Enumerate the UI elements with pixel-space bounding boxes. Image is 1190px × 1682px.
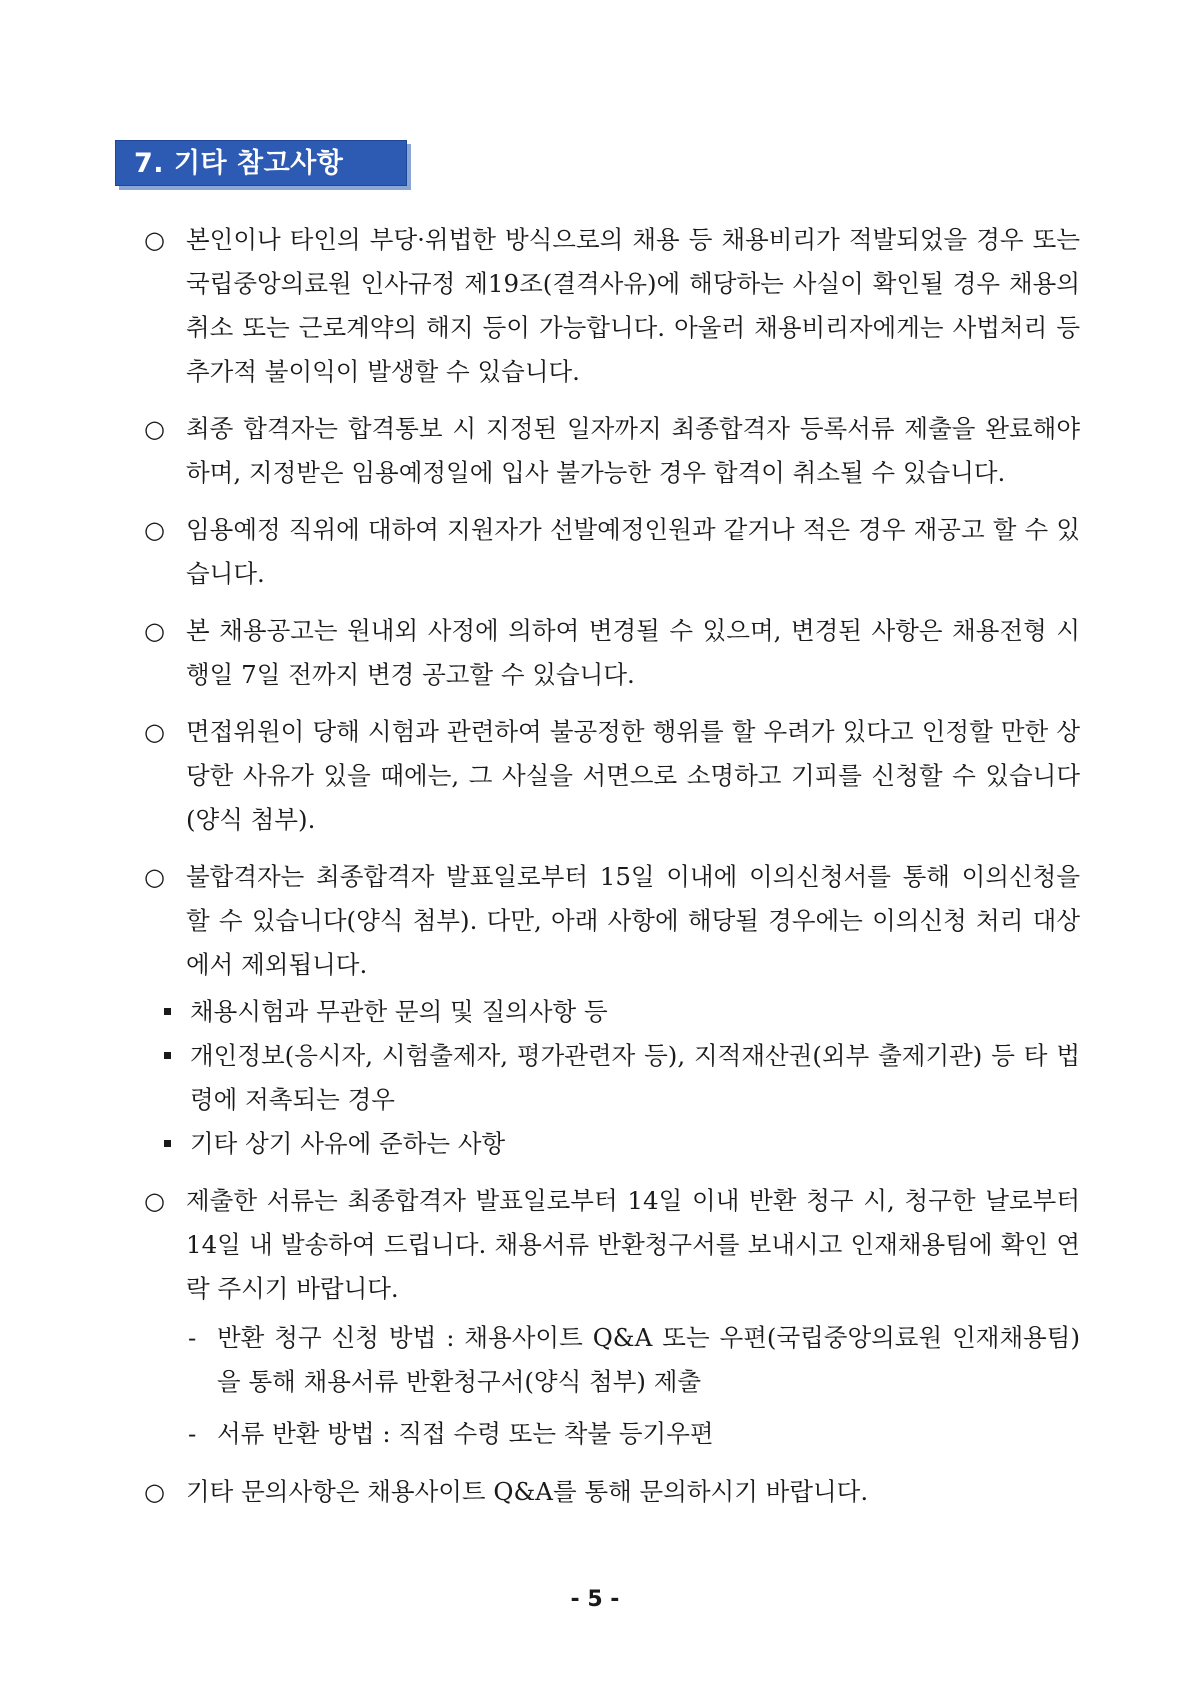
circle-bullet-icon: ○ xyxy=(144,1478,165,1506)
list-item xyxy=(152,1034,1080,1122)
list-item xyxy=(152,990,1080,1034)
notice-item-document-return xyxy=(144,1179,1080,1311)
notice-item-re-announcement xyxy=(144,508,1080,596)
square-bullet-icon xyxy=(164,1140,171,1147)
circle-bullet-icon: ○ xyxy=(144,226,165,254)
list-item-text: 기타 상기 사유에 준하는 사항 xyxy=(190,1129,506,1158)
circle-bullet-icon: ○ xyxy=(144,863,165,891)
section-title: 7. 기타 참고사항 xyxy=(134,148,344,179)
square-bullet-icon xyxy=(164,1008,171,1015)
page-number: - 5 - xyxy=(570,1587,620,1612)
notice-item-interviewer-recusal xyxy=(144,710,1080,842)
circle-bullet-icon: ○ xyxy=(144,415,165,443)
list-item xyxy=(144,1316,1080,1404)
list-item xyxy=(152,1122,1080,1166)
circle-bullet-icon: ○ xyxy=(144,617,165,645)
notice-item-text: 본인이나 타인의 부당·위법한 방식으로의 채용 등 채용비리가 적발되었을 경우 또는 국립중앙의료원 인사규정 제19조(결격사유)에 해당하는 사실이 확인될 경우 채용의 취소 또는 근로계약의 해지 등이 가능합니다. 아울러 채용비리자에게는 사법처리 등 추가적 불이익이 발생할 수 있습니다. xyxy=(186,225,1080,386)
notice-content xyxy=(144,218,1080,1527)
circle-bullet-icon: ○ xyxy=(144,516,165,544)
objection-exclusion-list xyxy=(144,990,1080,1166)
notice-item-text: 기타 문의사항은 채용사이트 Q&A를 통해 문의하시기 바랍니다. xyxy=(186,1477,869,1506)
list-item-text: 채용시험과 무관한 문의 및 질의사항 등 xyxy=(190,997,608,1026)
dash-bullet: - xyxy=(188,1323,197,1352)
dash-bullet: - xyxy=(188,1419,197,1448)
notice-item-announcement-change xyxy=(144,609,1080,697)
section-header xyxy=(115,140,411,190)
list-item-text: 개인정보(응시자, 시험출제자, 평가관련자 등), 지적재산권(외부 출제기관) 등 타 법령에 저촉되는 경우 xyxy=(190,1041,1080,1114)
list-item-text: 반환 청구 신청 방법 : 채용사이트 Q&A 또는 우편(국립중앙의료원 인재채용팀)을 통해 채용서류 반환청구서(양식 첨부) 제출 xyxy=(217,1323,1080,1396)
notice-item-text: 최종 합격자는 합격통보 시 지정된 일자까지 최종합격자 등록서류 제출을 완료해야하며, 지정받은 임용예정일에 입사 불가능한 경우 합격이 취소될 수 있습니다. xyxy=(186,414,1080,487)
list-item xyxy=(144,1412,1080,1456)
notice-item-objection xyxy=(144,855,1080,987)
notice-item-other-inquiries xyxy=(144,1470,1080,1514)
section-header-box xyxy=(115,140,407,186)
notice-item-text: 본 채용공고는 원내외 사정에 의하여 변경될 수 있으며, 변경된 사항은 채용전형 시행일 7일 전까지 변경 공고할 수 있습니다. xyxy=(186,616,1080,689)
square-bullet-icon xyxy=(164,1052,171,1059)
notice-item-hiring-irregularity xyxy=(144,218,1080,394)
list-item-text: 서류 반환 방법 : 직접 수령 또는 착불 등기우편 xyxy=(217,1419,714,1448)
notice-item-text: 임용예정 직위에 대하여 지원자가 선발예정인원과 같거나 적은 경우 재공고 할 수 있습니다. xyxy=(186,515,1080,588)
document-return-details xyxy=(144,1316,1080,1456)
notice-item-text: 제출한 서류는 최종합격자 발표일로부터 14일 이내 반환 청구 시, 청구한 날로부터 14일 내 발송하여 드립니다. 채용서류 반환청구서를 보내시고 인재채용팀에 확인 연락 주시기 바랍니다. xyxy=(186,1186,1080,1303)
circle-bullet-icon: ○ xyxy=(144,1187,165,1215)
notice-item-text: 불합격자는 최종합격자 발표일로부터 15일 이내에 이의신청서를 통해 이의신청을 할 수 있습니다(양식 첨부). 다만, 아래 사항에 해당될 경우에는 이의신청 처리 대상에서 제외됩니다. xyxy=(186,862,1080,979)
circle-bullet-icon: ○ xyxy=(144,718,165,746)
notice-item-text: 면접위원이 당해 시험과 관련하여 불공정한 행위를 할 우려가 있다고 인정할 만한 상당한 사유가 있을 때에는, 그 사실을 서면으로 소명하고 기피를 신청할 수 있습니다(양식 첨부). xyxy=(186,717,1080,834)
notice-item-final-registration xyxy=(144,407,1080,495)
